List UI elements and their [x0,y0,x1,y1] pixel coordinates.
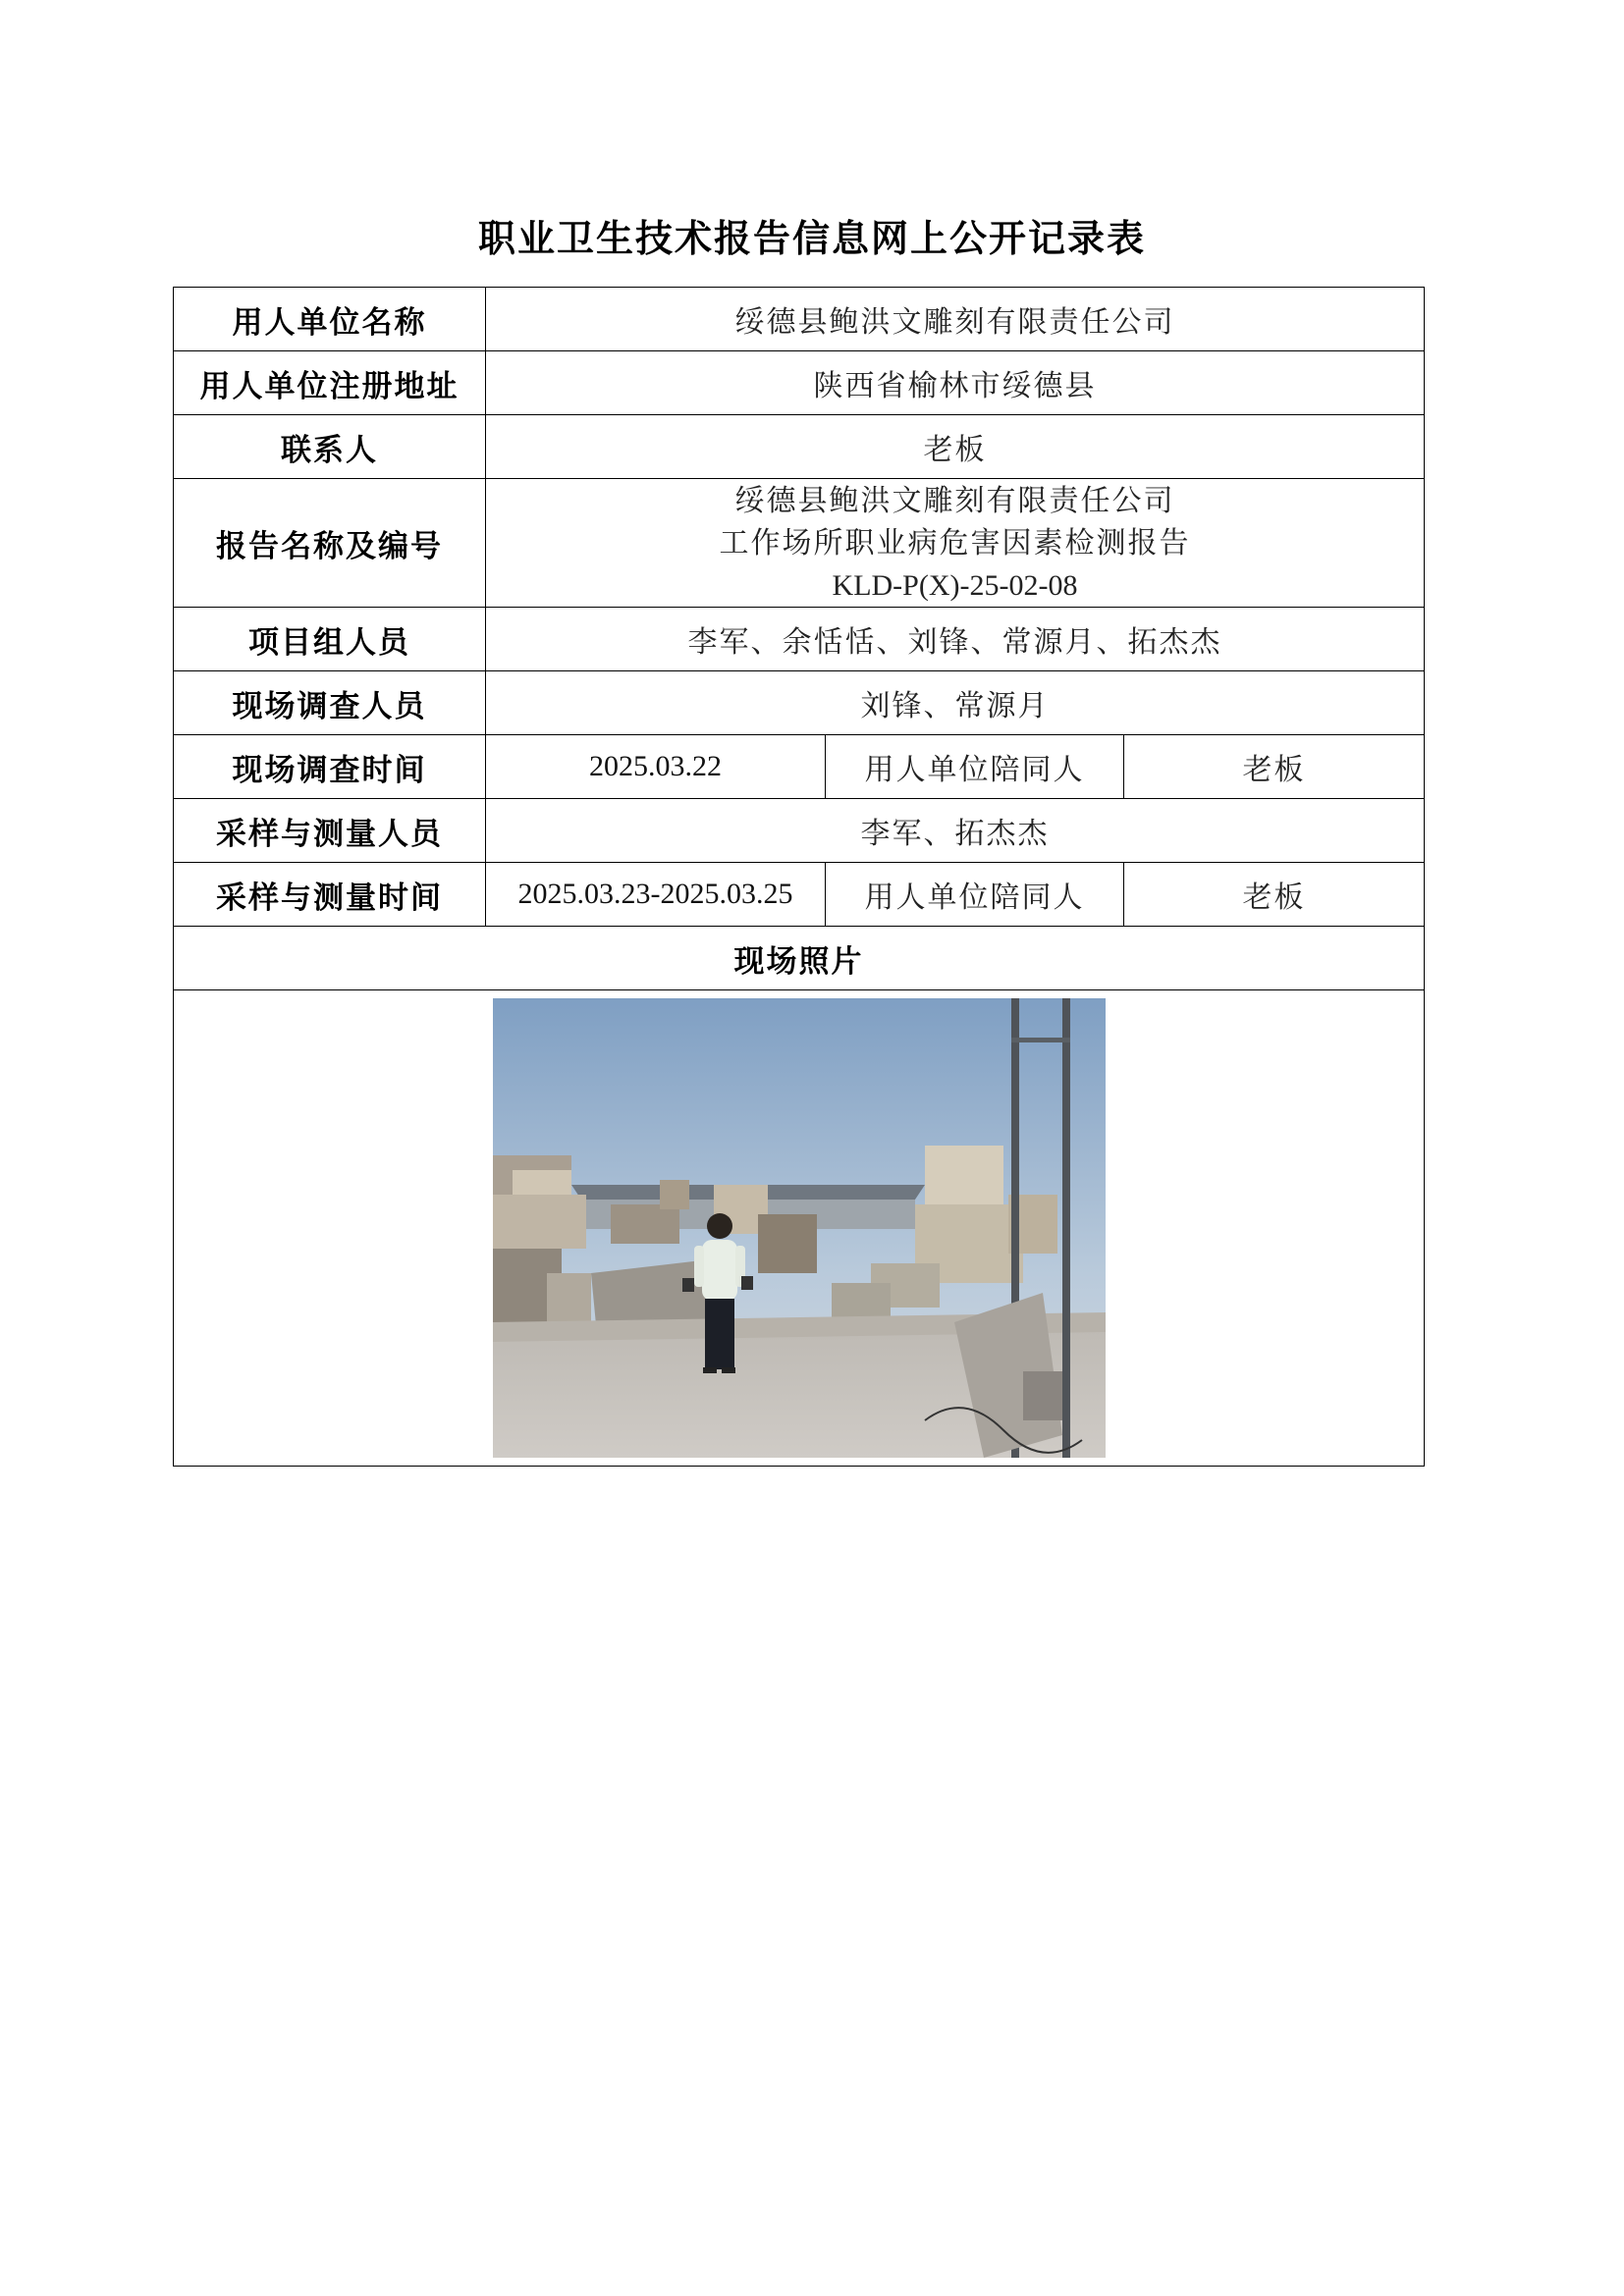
report-code: KLD-P(X)-25-02-08 [832,568,1078,602]
row-contact [174,415,1425,479]
document-title: 职业卫生技术报告信息网上公开记录表 [477,217,1146,260]
row-team [174,608,1425,671]
survey-date: 2025.03.22 [486,735,826,799]
row-photo-header [174,927,1425,990]
sampling-time-label: 采样与测量时间 [174,863,486,927]
employer-address-value: 陕西省榆林市绥德县 [486,351,1425,415]
row-employer-address [174,351,1425,415]
row-survey-staff [174,671,1425,735]
report-label: 报告名称及编号 [174,479,486,608]
team-value: 李军、余恬恬、刘锋、常源月、拓杰杰 [486,608,1425,671]
row-photo [174,990,1425,1467]
team-label: 项目组人员 [174,608,486,671]
sampling-companion: 老板 [1124,863,1425,927]
row-report [174,479,1425,608]
photo-cell [174,990,1425,1467]
employer-address-label: 用人单位注册地址 [174,351,486,415]
site-photo [493,998,1106,1458]
report-name-line: 工作场所职业病危害因素检测报告 [719,525,1191,561]
sampling-staff-value: 李军、拓杰杰 [486,799,1425,863]
row-employer-name [174,288,1425,351]
survey-companion: 老板 [1124,735,1425,799]
survey-companion-label: 用人单位陪同人 [826,735,1124,799]
survey-staff-value: 刘锋、常源月 [486,671,1425,735]
report-value [486,479,1425,608]
employer-name-value: 绥德县鲍洪文雕刻有限责任公司 [486,288,1425,351]
survey-staff-label: 现场调查人员 [174,671,486,735]
row-sampling-staff [174,799,1425,863]
report-company-line: 绥德县鲍洪文雕刻有限责任公司 [734,483,1175,518]
survey-time-label: 现场调查时间 [174,735,486,799]
contact-value: 老板 [486,415,1425,479]
contact-label: 联系人 [174,415,486,479]
employer-name-label: 用人单位名称 [174,288,486,351]
row-survey-time [174,735,1425,799]
sampling-date: 2025.03.23-2025.03.25 [486,863,826,927]
photo-label: 现场照片 [174,927,1425,990]
row-sampling-time [174,863,1425,927]
record-table [173,287,1425,1467]
sampling-staff-label: 采样与测量人员 [174,799,486,863]
sampling-companion-label: 用人单位陪同人 [826,863,1124,927]
